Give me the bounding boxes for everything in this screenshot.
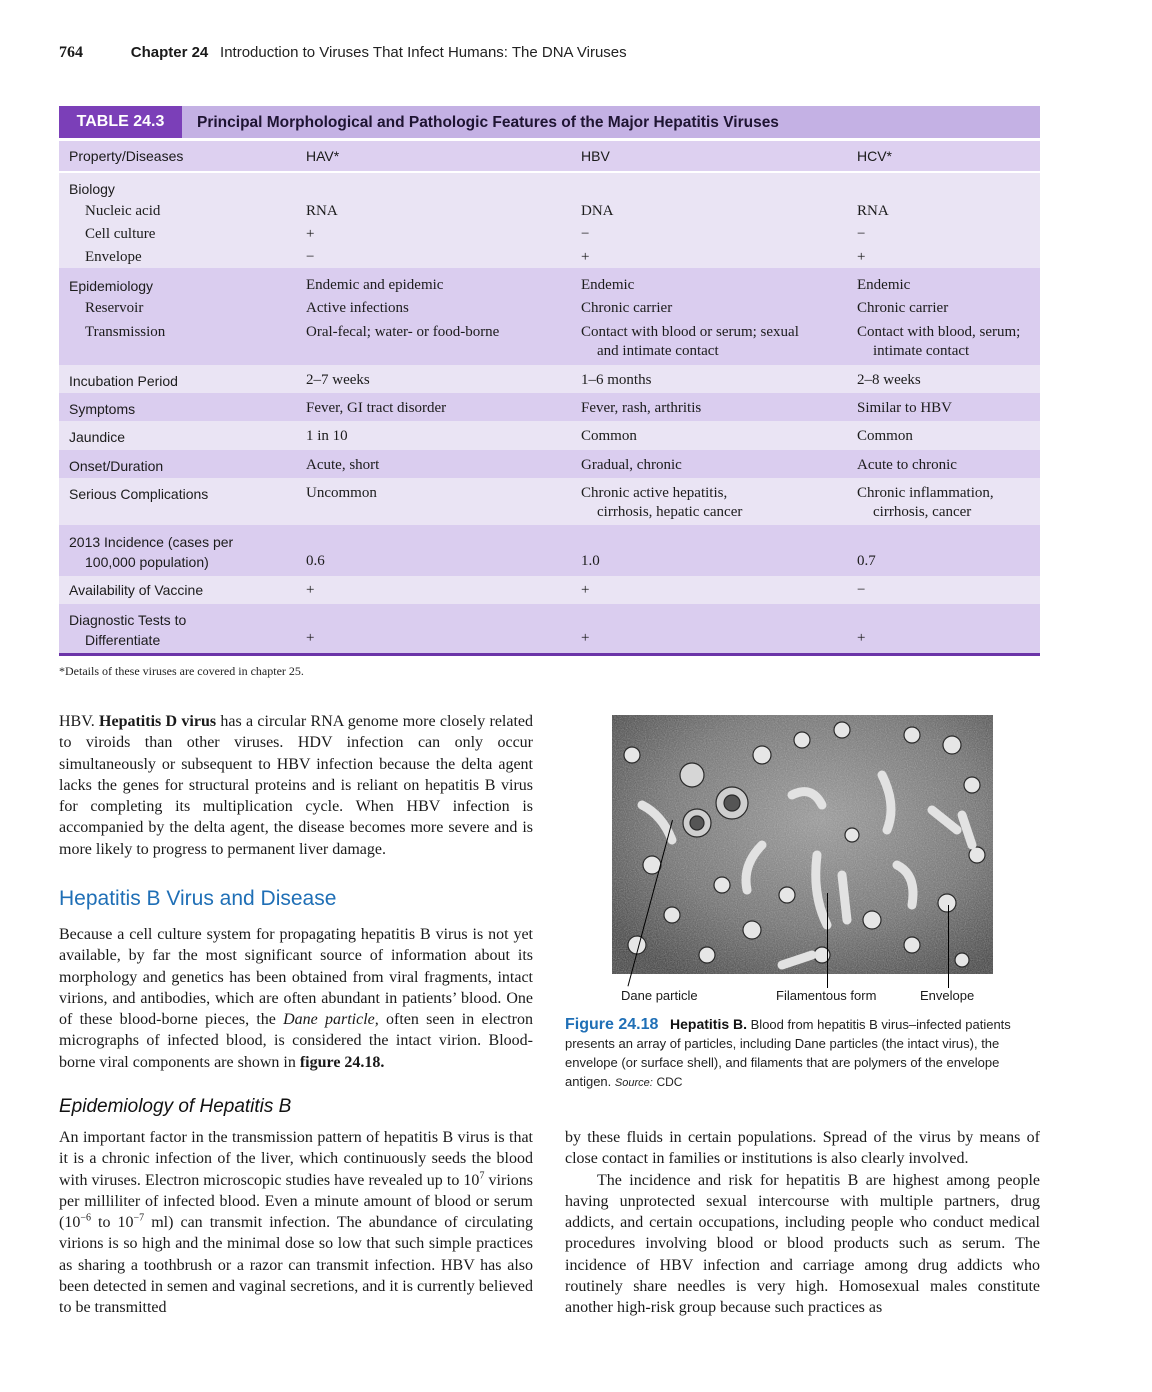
p1-text-b: has a circular RNA genome more closely related to viroids than other viruses. HDV infection can only occur simultaneously or subsequent to HBV infection because the delta agent lacks the genes for structural proteins and is reliant on hepatitis B virus for completing its multiplication cycle. When HBV infection is accompanied by the delta agent, the disease becomes more severe and is more likely to progress to permanent liver damage. bbox=[59, 713, 534, 858]
figure-reference: figure 24.18. bbox=[299, 1053, 385, 1071]
table-bottom-rule bbox=[59, 653, 1040, 656]
cell-hav-symptoms: Fever, GI tract disorder bbox=[306, 400, 447, 416]
column-header-hav: HAV* bbox=[306, 148, 340, 164]
row-label-complications: Serious Complications bbox=[69, 486, 209, 502]
table-column-headers bbox=[59, 141, 1040, 173]
row-label-cell-culture: Cell culture bbox=[85, 226, 156, 242]
cell-hcv-transmission-line2: intimate contact bbox=[873, 343, 970, 359]
row-label-envelope: Envelope bbox=[85, 249, 142, 265]
column-header-hcv: HCV* bbox=[857, 148, 893, 164]
column-header-hbv: HBV bbox=[581, 148, 610, 164]
cell-hcv-incidence: 0.7 bbox=[857, 553, 876, 569]
row-label-jaundice: Jaundice bbox=[69, 429, 126, 445]
table-title-bar bbox=[59, 106, 1040, 138]
cell-hav-nucleic-acid: RNA bbox=[306, 203, 338, 219]
table-title: Principal Morphological and Pathologic Features of the Major Hepatitis Viruses bbox=[197, 114, 779, 131]
chapter-title: Introduction to Viruses That Infect Humans: The DNA Viruses bbox=[220, 44, 627, 61]
cell-hav-onset: Acute, short bbox=[306, 457, 380, 473]
page-number: 764 bbox=[59, 44, 83, 61]
row-label-incidence-line1: 2013 Incidence (cases per bbox=[69, 534, 234, 550]
cell-hbv-epidemiology: Endemic bbox=[581, 277, 635, 293]
figure-label-filamentous-form: Filamentous form bbox=[776, 988, 877, 1003]
left-column-paragraph-3 bbox=[59, 1127, 533, 1319]
section-heading: Hepatitis B Virus and Disease bbox=[59, 887, 337, 910]
p2-text-a: Because a cell culture system for propagating hepatitis B virus is not yet available, by far the most significant source of information about its morphology and genetics has been obtained from viral fragments, intact virions, and antibodies, which are often abundant in patients’ blood. One of these blood-borne pieces, the bbox=[59, 926, 533, 1029]
cell-hcv-reservoir: Chronic carrier bbox=[857, 300, 949, 316]
right-column-text bbox=[565, 1127, 1040, 1319]
row-label-onset: Onset/Duration bbox=[69, 458, 164, 474]
cell-hcv-transmission-line1: Contact with blood, serum; bbox=[857, 324, 1021, 340]
p3-sup-1: 7 bbox=[479, 1170, 485, 1182]
term-dane-particle: Dane particle, bbox=[283, 1011, 379, 1029]
column-header-property: Property/Diseases bbox=[69, 148, 184, 164]
table-row-diagnostic bbox=[59, 604, 1040, 654]
row-heading-biology: Biology bbox=[69, 181, 115, 197]
cell-hbv-vaccine: + bbox=[581, 582, 590, 598]
cell-hbv-nucleic-acid: DNA bbox=[581, 203, 614, 219]
p3-sup-2: −6 bbox=[80, 1212, 91, 1224]
table-label: TABLE 24.3 bbox=[59, 106, 182, 138]
left-column-paragraph-2 bbox=[59, 924, 533, 1073]
row-label-transmission: Transmission bbox=[85, 324, 166, 340]
right-paragraph-2: The incidence and risk for hepatitis B are highest among people having unprotected sexual intercourse with multiple partners, drug addicts, and certain occupations, including people who conduct medical procedures involving blood or blood products such as serum. The incidence of HBV infection and carriage among drug addicts who routinely share needles is very high. Homosexual males constitute another high-risk group because such practices as bbox=[565, 1171, 1040, 1317]
term-hepatitis-d: Hepatitis D virus bbox=[99, 713, 217, 730]
cell-hav-transmission: Oral-fecal; water- or food-borne bbox=[306, 324, 500, 340]
row-label-vaccine: Availability of Vaccine bbox=[69, 582, 204, 598]
cell-hbv-transmission-line2: and intimate contact bbox=[597, 343, 719, 359]
cell-hbv-symptoms: Fever, rash, arthritis bbox=[581, 400, 702, 416]
figure-source: CDC bbox=[656, 1075, 683, 1089]
cell-hav-incubation: 2–7 weeks bbox=[306, 372, 370, 388]
cell-hbv-incubation: 1–6 months bbox=[581, 372, 652, 388]
row-label-diagnostic-line2: Differentiate bbox=[85, 632, 161, 648]
row-label-diagnostic-line1: Diagnostic Tests to bbox=[69, 612, 187, 628]
cell-hcv-diagnostic: + bbox=[857, 630, 866, 646]
p3-text-d: ml) can transmit infection. The abundance of circulating virions is so high and the minimal dose so low that such simple practices as sharing a toothbrush or a razor can transmit infection. HBV has also been detected in semen and vaginal secretions, and it is currently believed to be transmitted bbox=[59, 1214, 533, 1317]
cell-hcv-nucleic-acid: RNA bbox=[857, 203, 889, 219]
leader-envelope bbox=[948, 905, 949, 988]
p2-text-b: often seen in electron micrographs of infected blood, is considered the intact virion. Blood-borne viral components are shown in bbox=[59, 1011, 533, 1071]
row-label-incidence-line2: 100,000 population) bbox=[85, 554, 209, 570]
cell-hcv-incubation: 2–8 weeks bbox=[857, 372, 921, 388]
cell-hbv-complications bbox=[581, 484, 742, 522]
table-row-vaccine bbox=[59, 576, 1040, 604]
p3-sup-3: −7 bbox=[133, 1212, 145, 1224]
figure-label-envelope: Envelope bbox=[920, 988, 975, 1003]
table-body bbox=[59, 173, 1040, 654]
cell-hcv-onset: Acute to chronic bbox=[857, 457, 957, 473]
cell-hbv-transmission-line1: Contact with blood or serum; sexual bbox=[581, 324, 799, 340]
figure-title: Hepatitis B. bbox=[670, 1016, 748, 1032]
cell-hbv-complications-line1: Chronic active hepatitis, bbox=[581, 485, 728, 501]
figure-source-label: Source: bbox=[614, 1077, 653, 1089]
p3-text-a: An important factor in the transmission pattern of hepatitis B virus is that it is a chronic infection of the liver, which continuously seeds the blood with viruses. Electron microscopic studies have revealed up to 10 bbox=[59, 1129, 533, 1189]
cell-hbv-transmission bbox=[581, 323, 799, 361]
figure-caption-text: Blood from hepatitis B virus–infected patients presents an array of particles, including Dane particles (the intact virus), the envelope (or surface shell), and filaments that are polymers of the envelope antigen. bbox=[565, 1017, 1011, 1089]
cell-hbv-complications-line2: cirrhosis, hepatic cancer bbox=[597, 504, 743, 520]
cell-hcv-envelope: + bbox=[857, 249, 866, 265]
cell-hcv-transmission bbox=[857, 323, 1020, 361]
cell-hcv-cell-culture: − bbox=[857, 226, 866, 242]
cell-hav-jaundice: 1 in 10 bbox=[306, 428, 348, 444]
cell-hcv-epidemiology: Endemic bbox=[857, 277, 911, 293]
cell-hav-epidemiology: Endemic and epidemic bbox=[306, 277, 444, 293]
cell-hcv-complications bbox=[857, 484, 994, 522]
cell-hav-cell-culture: + bbox=[306, 226, 315, 242]
subsection-heading: Epidemiology of Hepatitis B bbox=[59, 1096, 292, 1117]
row-label-incidence bbox=[69, 532, 233, 572]
figure-caption bbox=[565, 1015, 1040, 1093]
cell-hav-diagnostic: + bbox=[306, 630, 315, 646]
right-paragraph-1: by these fluids in certain populations. Spread of the virus by means of close contact in families or institutions is also clearly involved. bbox=[565, 1129, 1040, 1168]
cell-hbv-reservoir: Chronic carrier bbox=[581, 300, 673, 316]
cell-hbv-jaundice: Common bbox=[581, 428, 637, 444]
cell-hcv-jaundice: Common bbox=[857, 428, 913, 444]
p3-text-b: virions per milliliter of infected blood. Even a minute amount of blood or serum (10 bbox=[59, 1171, 533, 1232]
chapter-label: Chapter 24 bbox=[130, 44, 209, 61]
row-label-symptoms: Symptoms bbox=[69, 401, 136, 417]
cell-hbv-envelope: + bbox=[581, 249, 590, 265]
cell-hav-vaccine: + bbox=[306, 582, 315, 598]
row-label-reservoir: Reservoir bbox=[85, 300, 144, 316]
cell-hcv-symptoms: Similar to HBV bbox=[857, 400, 953, 416]
left-column-paragraph-1 bbox=[59, 711, 533, 860]
row-label-diagnostic bbox=[69, 610, 186, 650]
table-24-3 bbox=[59, 106, 1040, 654]
cell-hbv-diagnostic: + bbox=[581, 630, 590, 646]
figure-label-dane-particle: Dane particle bbox=[621, 988, 698, 1003]
table-row-biology bbox=[59, 173, 1040, 268]
cell-hav-envelope: − bbox=[306, 249, 315, 265]
row-heading-epidemiology: Epidemiology bbox=[69, 278, 154, 294]
cell-hbv-onset: Gradual, chronic bbox=[581, 457, 682, 473]
cell-hcv-complications-line2: cirrhosis, cancer bbox=[873, 504, 972, 520]
cell-hcv-vaccine: − bbox=[857, 582, 866, 598]
electron-micrograph bbox=[612, 715, 993, 974]
row-label-nucleic-acid: Nucleic acid bbox=[85, 203, 161, 219]
cell-hbv-cell-culture: − bbox=[581, 226, 590, 242]
table-footnote: *Details of these viruses are covered in chapter 25. bbox=[59, 664, 304, 678]
row-label-incubation: Incubation Period bbox=[69, 373, 178, 389]
cell-hav-incidence: 0.6 bbox=[306, 553, 325, 569]
cell-hcv-complications-line1: Chronic inflammation, bbox=[857, 485, 994, 501]
running-header bbox=[59, 44, 627, 62]
cell-hav-reservoir: Active infections bbox=[306, 300, 409, 316]
leader-filamentous-form bbox=[827, 893, 828, 988]
cell-hbv-incidence: 1.0 bbox=[581, 553, 600, 569]
cell-hav-complications: Uncommon bbox=[306, 485, 377, 501]
p3-text-c: to 10 bbox=[90, 1214, 134, 1232]
figure-number: Figure 24.18 bbox=[565, 1016, 659, 1033]
p1-text-a: HBV. bbox=[59, 713, 100, 730]
